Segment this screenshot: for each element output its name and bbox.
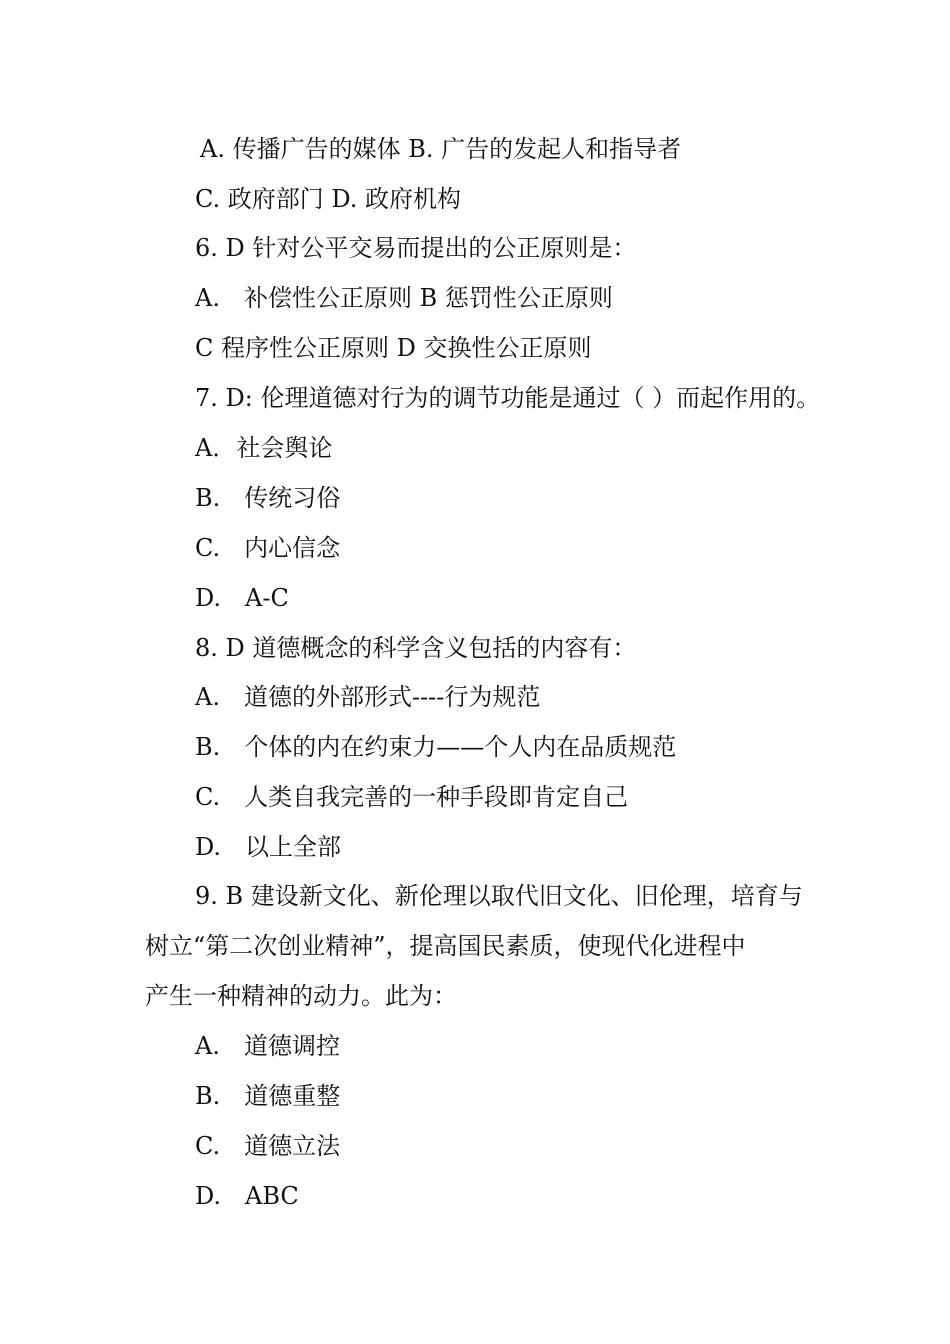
text-line-q8-option-c: C. 人类自我完善的一种手段即肯定自己 [195,783,629,811]
text-line-q6-options-ab: A. 补偿性公正原则 B 惩罚性公正原则 [195,284,613,312]
text-line-q9-question-2: 树立“第二次创业精神”，提高国民素质，使现代化进程中 [145,932,746,960]
text-line-q7-question: 7. D: 伦理道德对行为的调节功能是通过（ ）而起作用的。 [195,384,821,412]
text-line-q9-option-b: B. 道德重整 [195,1082,341,1110]
text-line-q9-option-a: A. 道德调控 [195,1032,340,1060]
text-line-q7-option-d: D. A-C [195,584,289,612]
text-line-q8-option-b: B. 个体的内在约束力——个人内在品质规范 [195,733,677,761]
text-line-q9-option-d: D. ABC [195,1182,299,1210]
text-line-q9-question-1: 9. B 建设新文化、新伦理以取代旧文化、旧伦理，培育与 [195,882,803,910]
text-line-q5-options-ab: A. 传播广告的媒体 B. 广告的发起人和指导者 [200,135,682,163]
text-line-q5-options-cd: C. 政府部门 D. 政府机构 [195,185,462,213]
text-line-q9-option-c: C. 道德立法 [195,1132,341,1160]
text-line-q7-option-c: C. 内心信念 [195,534,341,562]
text-line-q6-options-cd: C 程序性公正原则 D 交换性公正原则 [195,334,592,362]
text-line-q8-option-d: D. 以上全部 [195,833,342,861]
text-line-q6-question: 6. D 针对公平交易而提出的公正原则是： [195,234,637,262]
text-line-q8-question: 8. D 道德概念的科学含义包括的内容有： [195,634,637,662]
text-line-q8-option-a: A. 道德的外部形式----行为规范 [195,683,541,711]
text-line-q7-option-b: B. 传统习俗 [195,484,341,512]
text-line-q9-question-3: 产生一种精神的动力。此为： [145,982,457,1010]
text-line-q7-option-a: A．社会舆论 [195,434,333,462]
